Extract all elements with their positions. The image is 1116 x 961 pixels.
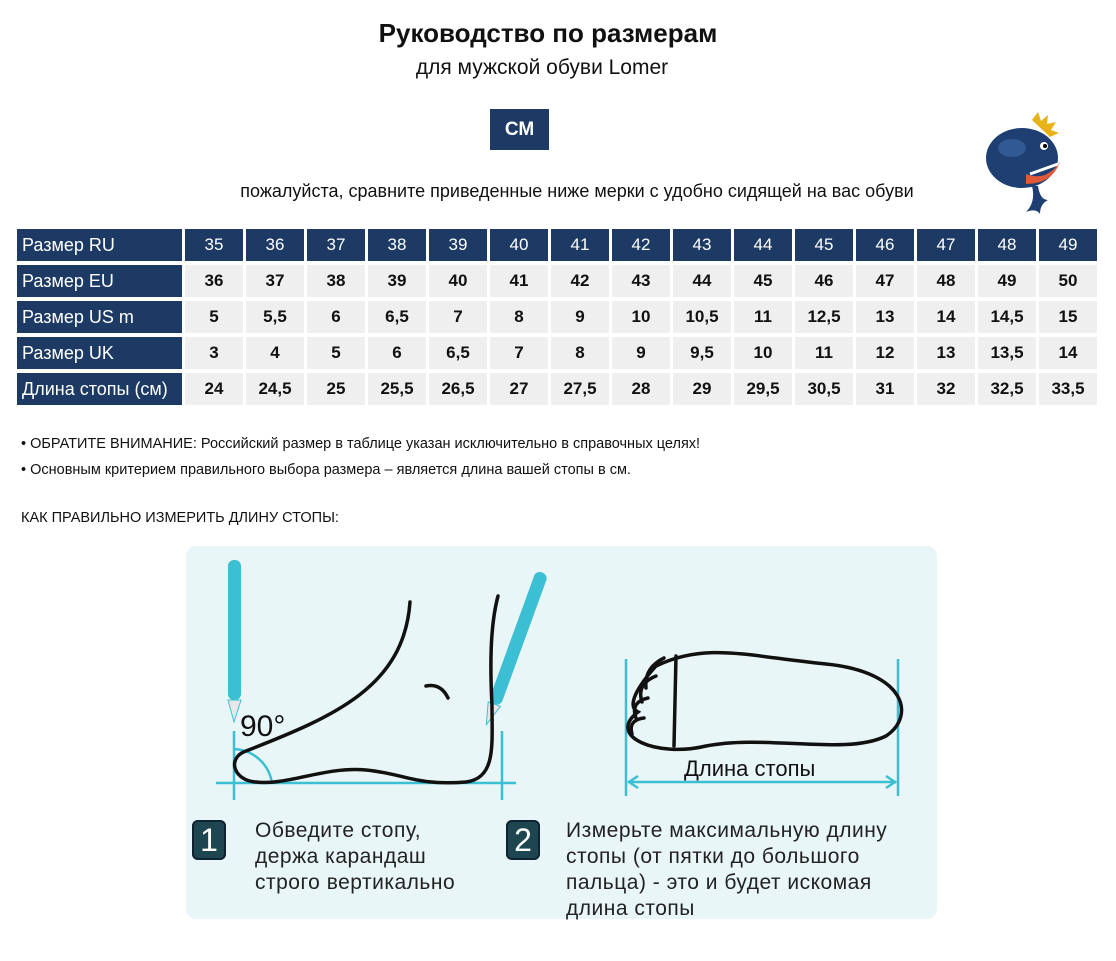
table-row (17, 373, 1097, 405)
size-cell: 7 (429, 301, 487, 333)
size-cell: 7 (490, 337, 548, 369)
size-cell: 29 (673, 373, 731, 405)
size-cell: 48 (978, 229, 1036, 261)
size-cell: 13 (856, 301, 914, 333)
size-cell: 41 (490, 265, 548, 297)
size-cell: 5 (307, 337, 365, 369)
size-cell: 38 (307, 265, 365, 297)
step-2-line: пальца) - это и будет искомая (566, 871, 872, 894)
size-cell: 40 (490, 229, 548, 261)
size-cell: 39 (368, 265, 426, 297)
size-cell: 10 (612, 301, 670, 333)
step-2-text (566, 818, 887, 922)
size-cell: 10,5 (673, 301, 731, 333)
size-cell: 9 (551, 301, 609, 333)
table-row (17, 337, 1097, 369)
size-cell: 44 (734, 229, 792, 261)
size-cell: 26,5 (429, 373, 487, 405)
size-cell: 47 (856, 265, 914, 297)
size-cell: 43 (612, 265, 670, 297)
size-cell: 47 (917, 229, 975, 261)
size-cell: 11 (795, 337, 853, 369)
row-label: Размер UK (17, 337, 182, 369)
size-cell: 50 (1039, 265, 1097, 297)
size-cell: 5,5 (246, 301, 304, 333)
size-cell: 45 (795, 229, 853, 261)
size-cell: 38 (368, 229, 426, 261)
size-cell: 3 (185, 337, 243, 369)
foot-length-label: Длина стопы (684, 756, 816, 781)
size-cell: 37 (246, 265, 304, 297)
step-1-line: строго вертикально (255, 871, 456, 894)
compare-instruction: пожалуйста, сравните приведенные ниже мерки с удобно сидящей на вас обуви (240, 181, 914, 201)
size-cell: 14,5 (978, 301, 1036, 333)
size-cell: 10 (734, 337, 792, 369)
size-cell: 43 (673, 229, 731, 261)
page-title: Руководство по размерам (378, 18, 718, 48)
size-cell: 9 (612, 337, 670, 369)
size-cell: 31 (856, 373, 914, 405)
size-cell: 25 (307, 373, 365, 405)
size-cell: 46 (856, 229, 914, 261)
size-cell: 49 (1039, 229, 1097, 261)
size-cell: 33,5 (1039, 373, 1097, 405)
size-cell: 44 (673, 265, 731, 297)
size-cell: 14 (1039, 337, 1097, 369)
page-subtitle: для мужской обуви Lomer (415, 56, 669, 79)
step-2-badge: 2 (506, 820, 540, 860)
note-russian-size: • ОБРАТИТЕ ВНИМАНИЕ: Российский размер в таблице указан исключительно в справочных целях! (21, 436, 701, 452)
size-cell: 41 (551, 229, 609, 261)
step-1-line: держа карандаш (255, 845, 427, 868)
size-cell: 27 (490, 373, 548, 405)
row-label: Длина стопы (см) (17, 373, 182, 405)
size-cell: 45 (734, 265, 792, 297)
step-1-line: Обведите стопу, (255, 819, 422, 842)
size-cell: 42 (551, 265, 609, 297)
size-cell: 14 (917, 301, 975, 333)
size-cell: 6,5 (368, 301, 426, 333)
row-label: Размер US m (17, 301, 182, 333)
size-cell: 5 (185, 301, 243, 333)
unit-cm-button[interactable]: СМ (490, 109, 549, 150)
size-cell: 13,5 (978, 337, 1036, 369)
measure-instructions-panel (186, 546, 937, 919)
size-cell: 49 (978, 265, 1036, 297)
size-cell: 32,5 (978, 373, 1036, 405)
size-cell: 30,5 (795, 373, 853, 405)
size-cell: 29,5 (734, 373, 792, 405)
size-cell: 15 (1039, 301, 1097, 333)
whale-mascot-logo (982, 112, 1074, 216)
size-cell: 24 (185, 373, 243, 405)
size-cell: 25,5 (368, 373, 426, 405)
step-1-text (255, 818, 455, 896)
size-cell: 42 (612, 229, 670, 261)
table-row (17, 301, 1097, 333)
size-cell: 39 (429, 229, 487, 261)
size-chart-table (14, 225, 1100, 409)
size-cell: 12,5 (795, 301, 853, 333)
size-cell: 11 (734, 301, 792, 333)
size-cell: 6,5 (429, 337, 487, 369)
row-label: Размер EU (17, 265, 182, 297)
step-2-line: длина стопы (566, 897, 695, 920)
size-cell: 28 (612, 373, 670, 405)
note-foot-length: • Основным критерием правильного выбора размера – является длина вашей стопы в см. (21, 462, 631, 478)
size-cell: 32 (917, 373, 975, 405)
pencil-icon-left (228, 560, 241, 722)
size-cell: 36 (185, 265, 243, 297)
size-cell: 36 (246, 229, 304, 261)
step-2-line: стопы (от пятки до большого (566, 845, 860, 868)
size-cell: 27,5 (551, 373, 609, 405)
size-cell: 35 (185, 229, 243, 261)
howto-heading: КАК ПРАВИЛЬНО ИЗМЕРИТЬ ДЛИНУ СТОПЫ: (21, 510, 339, 526)
angle-label: 90° (240, 710, 286, 743)
size-cell: 40 (429, 265, 487, 297)
size-cell: 37 (307, 229, 365, 261)
size-cell: 12 (856, 337, 914, 369)
size-cell: 4 (246, 337, 304, 369)
size-cell: 48 (917, 265, 975, 297)
size-cell: 46 (795, 265, 853, 297)
step-2-line: Измерьте максимальную длину (566, 819, 888, 842)
size-cell: 13 (917, 337, 975, 369)
size-cell: 24,5 (246, 373, 304, 405)
table-row (17, 229, 1097, 261)
size-cell: 8 (551, 337, 609, 369)
notes (21, 431, 700, 483)
size-cell: 9,5 (673, 337, 731, 369)
step-1-badge: 1 (192, 820, 226, 860)
row-label: Размер RU (17, 229, 182, 261)
size-cell: 8 (490, 301, 548, 333)
size-cell: 6 (368, 337, 426, 369)
table-row (17, 265, 1097, 297)
size-cell: 6 (307, 301, 365, 333)
